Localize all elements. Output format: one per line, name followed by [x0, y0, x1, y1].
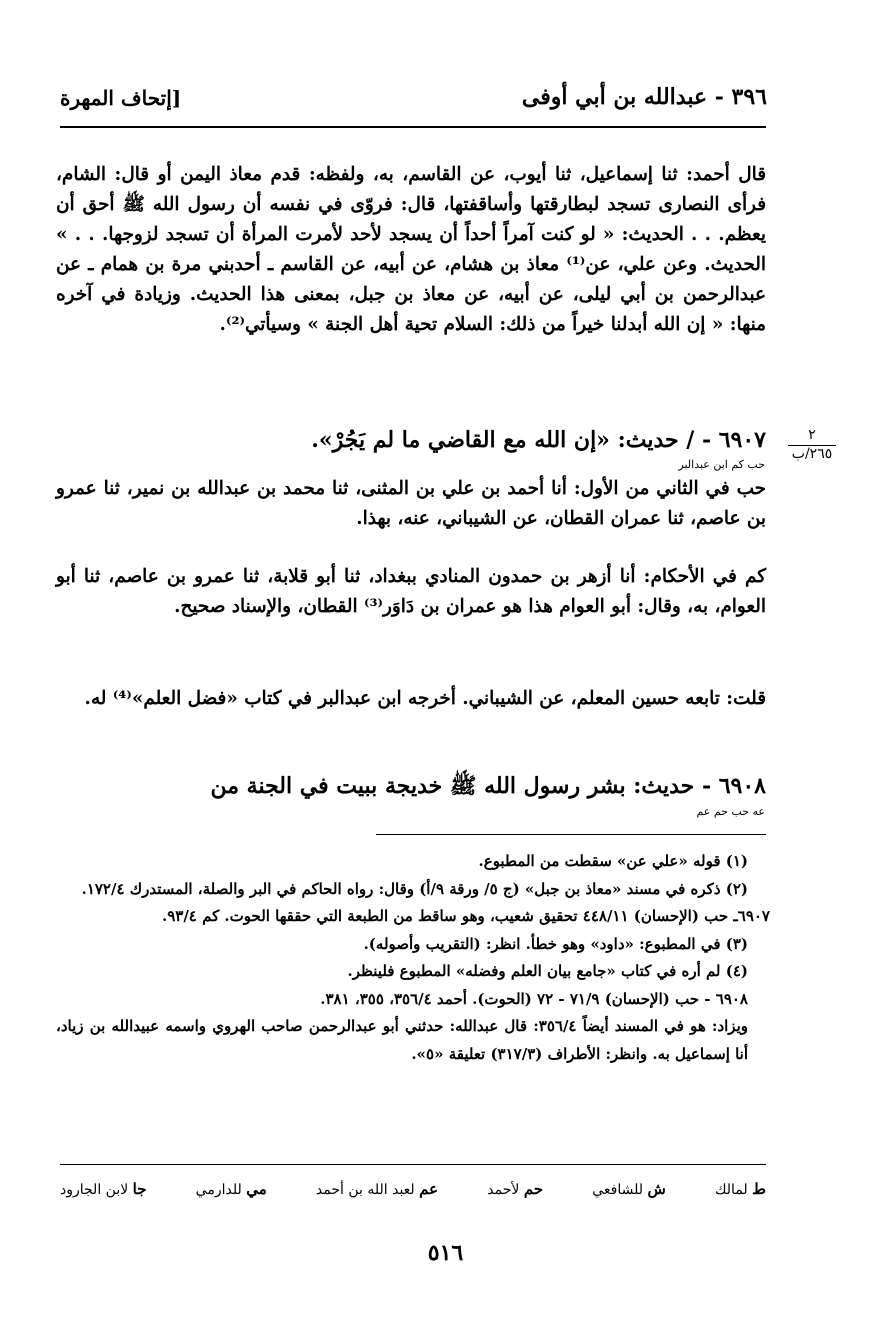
header-rule — [60, 126, 766, 128]
paragraph-text: قال أحمد: ثنا إسماعيل، ثنا أيوب، عن القاسم، به، ولفظه: قدم معاذ اليمن أو قال: الشام، فرأى النصارى تسجد لبطارقتها وأساقفتها، قال: فروّى في نفسه أن رسول الله ﷺ أحق أن يعظم. . . الحديث: « لو كنت آمراً أحداً أن يسجد لأحد لأمرت المرأة أن تسجد لزوجها. . . » الحديث. وعن علي، عن⁽¹⁾ معاذ بن هشام، عن أبيه، عن القاسم ـ أحدبني مرة بن همام ـ عن عبدالرحمن بن أبي ليلى، عن أبيه، عن معاذ بن جبل، بمعنى هذا الحديث. وزيادة في آخره منها: « إن الله أبدلنا خيراً من ذلك: السلام تحية أهل الجنة » وسيأتي⁽²⁾. — [56, 164, 767, 335]
paragraph-qultu — [56, 684, 766, 714]
legend-item: ش للشافعي — [592, 1180, 666, 1198]
margin-note-top: ٢ — [808, 427, 816, 443]
abbreviation-legend — [60, 1180, 766, 1198]
legend-rule — [60, 1164, 766, 1165]
page-number: ٥١٦ — [427, 1240, 464, 1266]
margin-note-bottom: ٢٦٥/ب — [791, 446, 833, 462]
legend-item: حم لأحمد — [487, 1180, 544, 1198]
footnote-2: (٢) ذكره في مسند «معاذ بن جبل» (ج ٥/ ورقة ٩/أ) وقال: رواه الحاكم في البر والصلة، المستدرك ١٧٢/٤. — [81, 879, 748, 898]
paragraph-text: كم في الأحكام: أنا أزهر بن حمدون المنادي ببغداد، ثنا أبو قلابة، ثنا عمرو بن عاصم، ثنا أبو العوام، به، وقال: أبو العوام هذا هو عمران بن دَاوَر⁽³⁾ القطان، والإسناد صحيح. — [56, 566, 766, 617]
paragraph-text: حب في الثاني من الأول: أنا أحمد بن علي بن المثنى، ثنا محمد بن عبدالله بن نمير، ثنا عمرو بن عاصم، ثنا عمران القطان، عن الشيباني، عنه، بهذا. — [56, 478, 766, 529]
paragraph-hibban — [56, 474, 766, 534]
paragraph-text: قلت: تابعه حسين المعلم، عن الشيباني. أخرجه ابن عبدالبر في كتاب «فضل العلم»⁽⁴⁾ له. — [84, 688, 766, 709]
footnote-addition: ويزاد: هو في المسند أيضاً ٣٥٦/٤: قال عبدالله: حدثني أبو عبدالرحمن صاحب الهروي واسمه عبيدالله بن زياد، أنا إسماعيل به. وانظر: الأطراف (٣١٧/٣) تعليقة «٥». — [56, 1017, 749, 1063]
footnote-4: (٤) لم أره في كتاب «جامع بيان العلم وفضله» المطبوع فلينظر. — [347, 962, 748, 980]
footnotes — [56, 848, 770, 1068]
running-header-book: [إتحاف المهرة — [60, 86, 182, 110]
margin-note — [784, 427, 840, 462]
legend-item: مي للدارمي — [195, 1180, 267, 1198]
footnote-rule — [376, 834, 766, 835]
paragraph-hakim — [56, 562, 766, 622]
entry-6908-title: ٦٩٠٨ - حديث: بشر رسول الله ﷺ خديجة ببيت في الجنة من — [210, 773, 766, 799]
footnote-1: (١) قوله «علي عن» سقطت من المطبوع. — [478, 852, 748, 870]
paragraph-ahmad — [56, 160, 766, 340]
legend-item: جا لابن الجارود — [60, 1180, 147, 1198]
entry-6907-title: ٦٩٠٧ - / حديث: «إن الله مع القاضي ما لم يَجُرْ». — [311, 427, 766, 453]
legend-item: ط لمالك — [714, 1180, 766, 1198]
footnote-6907: ٦٩٠٧ـ حب (الإحسان) ٤٤٨/١١ تحقيق شعيب، وهو ساقط من الطبعة التي حققها الحوت. كم ٩٣/٤. — [161, 907, 770, 925]
legend-item: عم لعبد الله بن أحمد — [315, 1180, 439, 1198]
entry-6907-sources: حب كم ابن عبدالبر — [678, 458, 765, 471]
running-header-chapter: ٣٩٦ - عبدالله بن أبي أوفى — [521, 84, 767, 110]
footnote-6908: ٦٩٠٨ - حب (الإحسان) ٧١/٩ - ٧٢ (الحوت). أحمد ٣٥٦/٤، ٣٥٥، ٣٨١. — [320, 989, 748, 1008]
footnote-3: (٣) في المطبوع: «داود» وهو خطأ. انظر: (التقريب وأصوله). — [363, 934, 748, 953]
entry-6908-sources: عه حب حم عم — [696, 805, 765, 818]
